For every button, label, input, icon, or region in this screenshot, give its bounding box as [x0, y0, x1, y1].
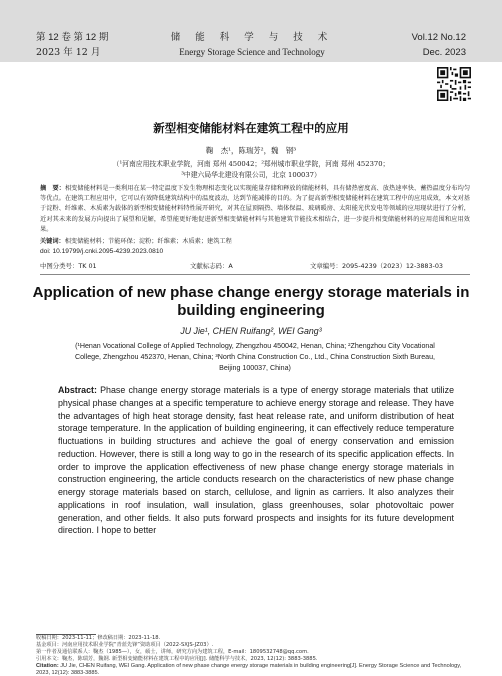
- class-number: 中图分类号：TK 01: [40, 262, 97, 270]
- qr-code-icon[interactable]: [437, 67, 471, 101]
- english-affiliation-1: (¹Henan Vocational College of Applied Technology, Zhengzhou 450042, Henan, China; ²Zhengzhou City Vocational: [75, 342, 435, 350]
- date-cn: 2023 年 12 月: [36, 47, 101, 58]
- citation-label: Citation:: [36, 662, 59, 669]
- article-number: 文章编号：2095-4239（2023）12-3883-03: [310, 262, 443, 270]
- citation-cn: 引用本文：鞠杰，陈瑞芳，魏钢. 新型相变储能材料在建筑工程中的应用[J]. 储能科学与技术，2023, 12(12): 3883-3885.: [36, 655, 318, 662]
- citation-en: JU Jie, CHEN Ruifang, WEI Gang. Application of new phase change energy storage materials in building engineering[J]. Energy Storage Science and Technology, 2023, 12(12): 3883-3885.: [36, 662, 462, 676]
- fund-project: 基金项目：河南应用技术职业学院“青蓝先锋”资助项目（2022-SXJS-JZ03）.: [36, 641, 214, 648]
- citation-en-block: [36, 663, 476, 676]
- english-authors: JU Jie¹, CHEN Ruifang², WEI Gang³: [180, 326, 322, 336]
- english-title-line-1: Application of new phase change energy storage materials in: [32, 284, 470, 301]
- chinese-abstract: [40, 184, 470, 235]
- classification-row: [40, 261, 470, 271]
- chinese-keywords-label: 关键词：: [40, 238, 65, 245]
- header-right: [412, 30, 466, 60]
- header-middle: [150, 30, 354, 60]
- date-en: Dec. 2023: [422, 47, 466, 58]
- first-author-info: 第一作者及通信联系人：鞠杰（1985—），女，硕士，讲师，研究方向为建筑工程，E-mail：18095327​48@qq.com.: [36, 648, 309, 655]
- chinese-authors: 鞠 杰¹，陈瑞芳²，魏 钢³: [205, 146, 297, 155]
- chinese-keywords: [40, 237, 470, 247]
- chinese-affiliation-2: ³中建六局华北建设有限公司，北京 100037）: [181, 171, 321, 179]
- chinese-abstract-label: 摘 要：: [40, 185, 65, 192]
- english-abstract: [58, 384, 454, 537]
- journal-header: [0, 0, 502, 62]
- english-abstract-label: Abstract:: [58, 385, 97, 395]
- chinese-title: 新型相变储能材料在建筑工程中的应用: [153, 121, 349, 135]
- chinese-abstract-text: 相变储能材料是一类利用在某一特定温度下发生物理相态变化以实现能量存储和释放的储能材料，具有储热密度高、放热速率快、蓄热温度分布均匀等优点。在建筑工程应用中，它可以有效降低建筑结构中的温度波动，达到节能减排的目的。为了提高新型相变储能材料在建筑工程中的应用成效，本文对基于淀粉、纤维素、木质素为载体的新型相变储能材料特性展开研究，对其在屋顶隔热、墙体保温、玻璃暖房、太阳能光伏发电等领域的应用现状进行了分析，近对其未来的发展方向提出了展望和见解，希望能更好地促进新型相变储能材料与其他建筑节能技术相结合，进一步提升相变储能材料的应用范围和应用效果。: [40, 185, 471, 233]
- journal-name-en: Energy Storage Science and Technology: [179, 47, 325, 57]
- chinese-affiliation-1: （¹河南应用技术职业学院，河南 郑州 450042；²郑州城市职业学院，河南 郑州 452370；: [112, 160, 390, 168]
- doi[interactable]: doi: 10.19799/j.cnki.2095-4239.2023.0810: [40, 248, 164, 255]
- volume-cn: 第 12 卷 第 12 期: [36, 32, 109, 43]
- english-affiliation-2: College, Zhengzhou 452370, Henan, China; ³North China Construction Co., Ltd., China Construction Sixth Bureau,: [74, 353, 436, 361]
- header-left: [36, 30, 108, 60]
- english-title: [20, 284, 482, 320]
- received-date: 收稿日期：2023-11-11；修改稿日期：2023-11-18.: [36, 635, 161, 641]
- document-code: 文献标志码：A: [190, 262, 233, 270]
- journal-name-cn: 储 能 科 学 与 技 术: [170, 32, 334, 43]
- divider: [40, 274, 470, 275]
- footnotes: [36, 635, 476, 676]
- english-abstract-text: Phase change energy storage materials is a type of energy storage materials that utilize physical phase changes at a specific temperature to achieve energy storage and release. They have the advantages of high heat storage density, fast heat release rate, and uniform distribution of heat storage temperature. In the application of building engineering, it can effectively reduce temperature fluctuations in building structures and achieve the goal of energy conservation and emission reduction. However, there is still a long way to go in the research of its specific application effects. In order to improve the application effectiveness of new phase change energy storage materials in construction engineering, the article conducts research on the characteristics of new phase change energy storage materials based on starch, cellulose, and lignin as carriers. It also analyzes their applications in roof insulation, wall insulation, glass greenhouses, solar photovoltaic power generation, and other fields. It also puts forward prospects and insights for its future development direction. I hope to better: [58, 385, 454, 536]
- english-affiliation-3: Beijing 100037, China): [219, 364, 291, 372]
- volume-en: Vol.12 No.12: [411, 32, 466, 43]
- chinese-keywords-text: 相变储能材料；节能环保；淀粉；纤维素；木质素；建筑工程: [64, 238, 232, 245]
- english-title-line-2: building engineering: [177, 302, 325, 319]
- english-affiliations: [40, 341, 470, 374]
